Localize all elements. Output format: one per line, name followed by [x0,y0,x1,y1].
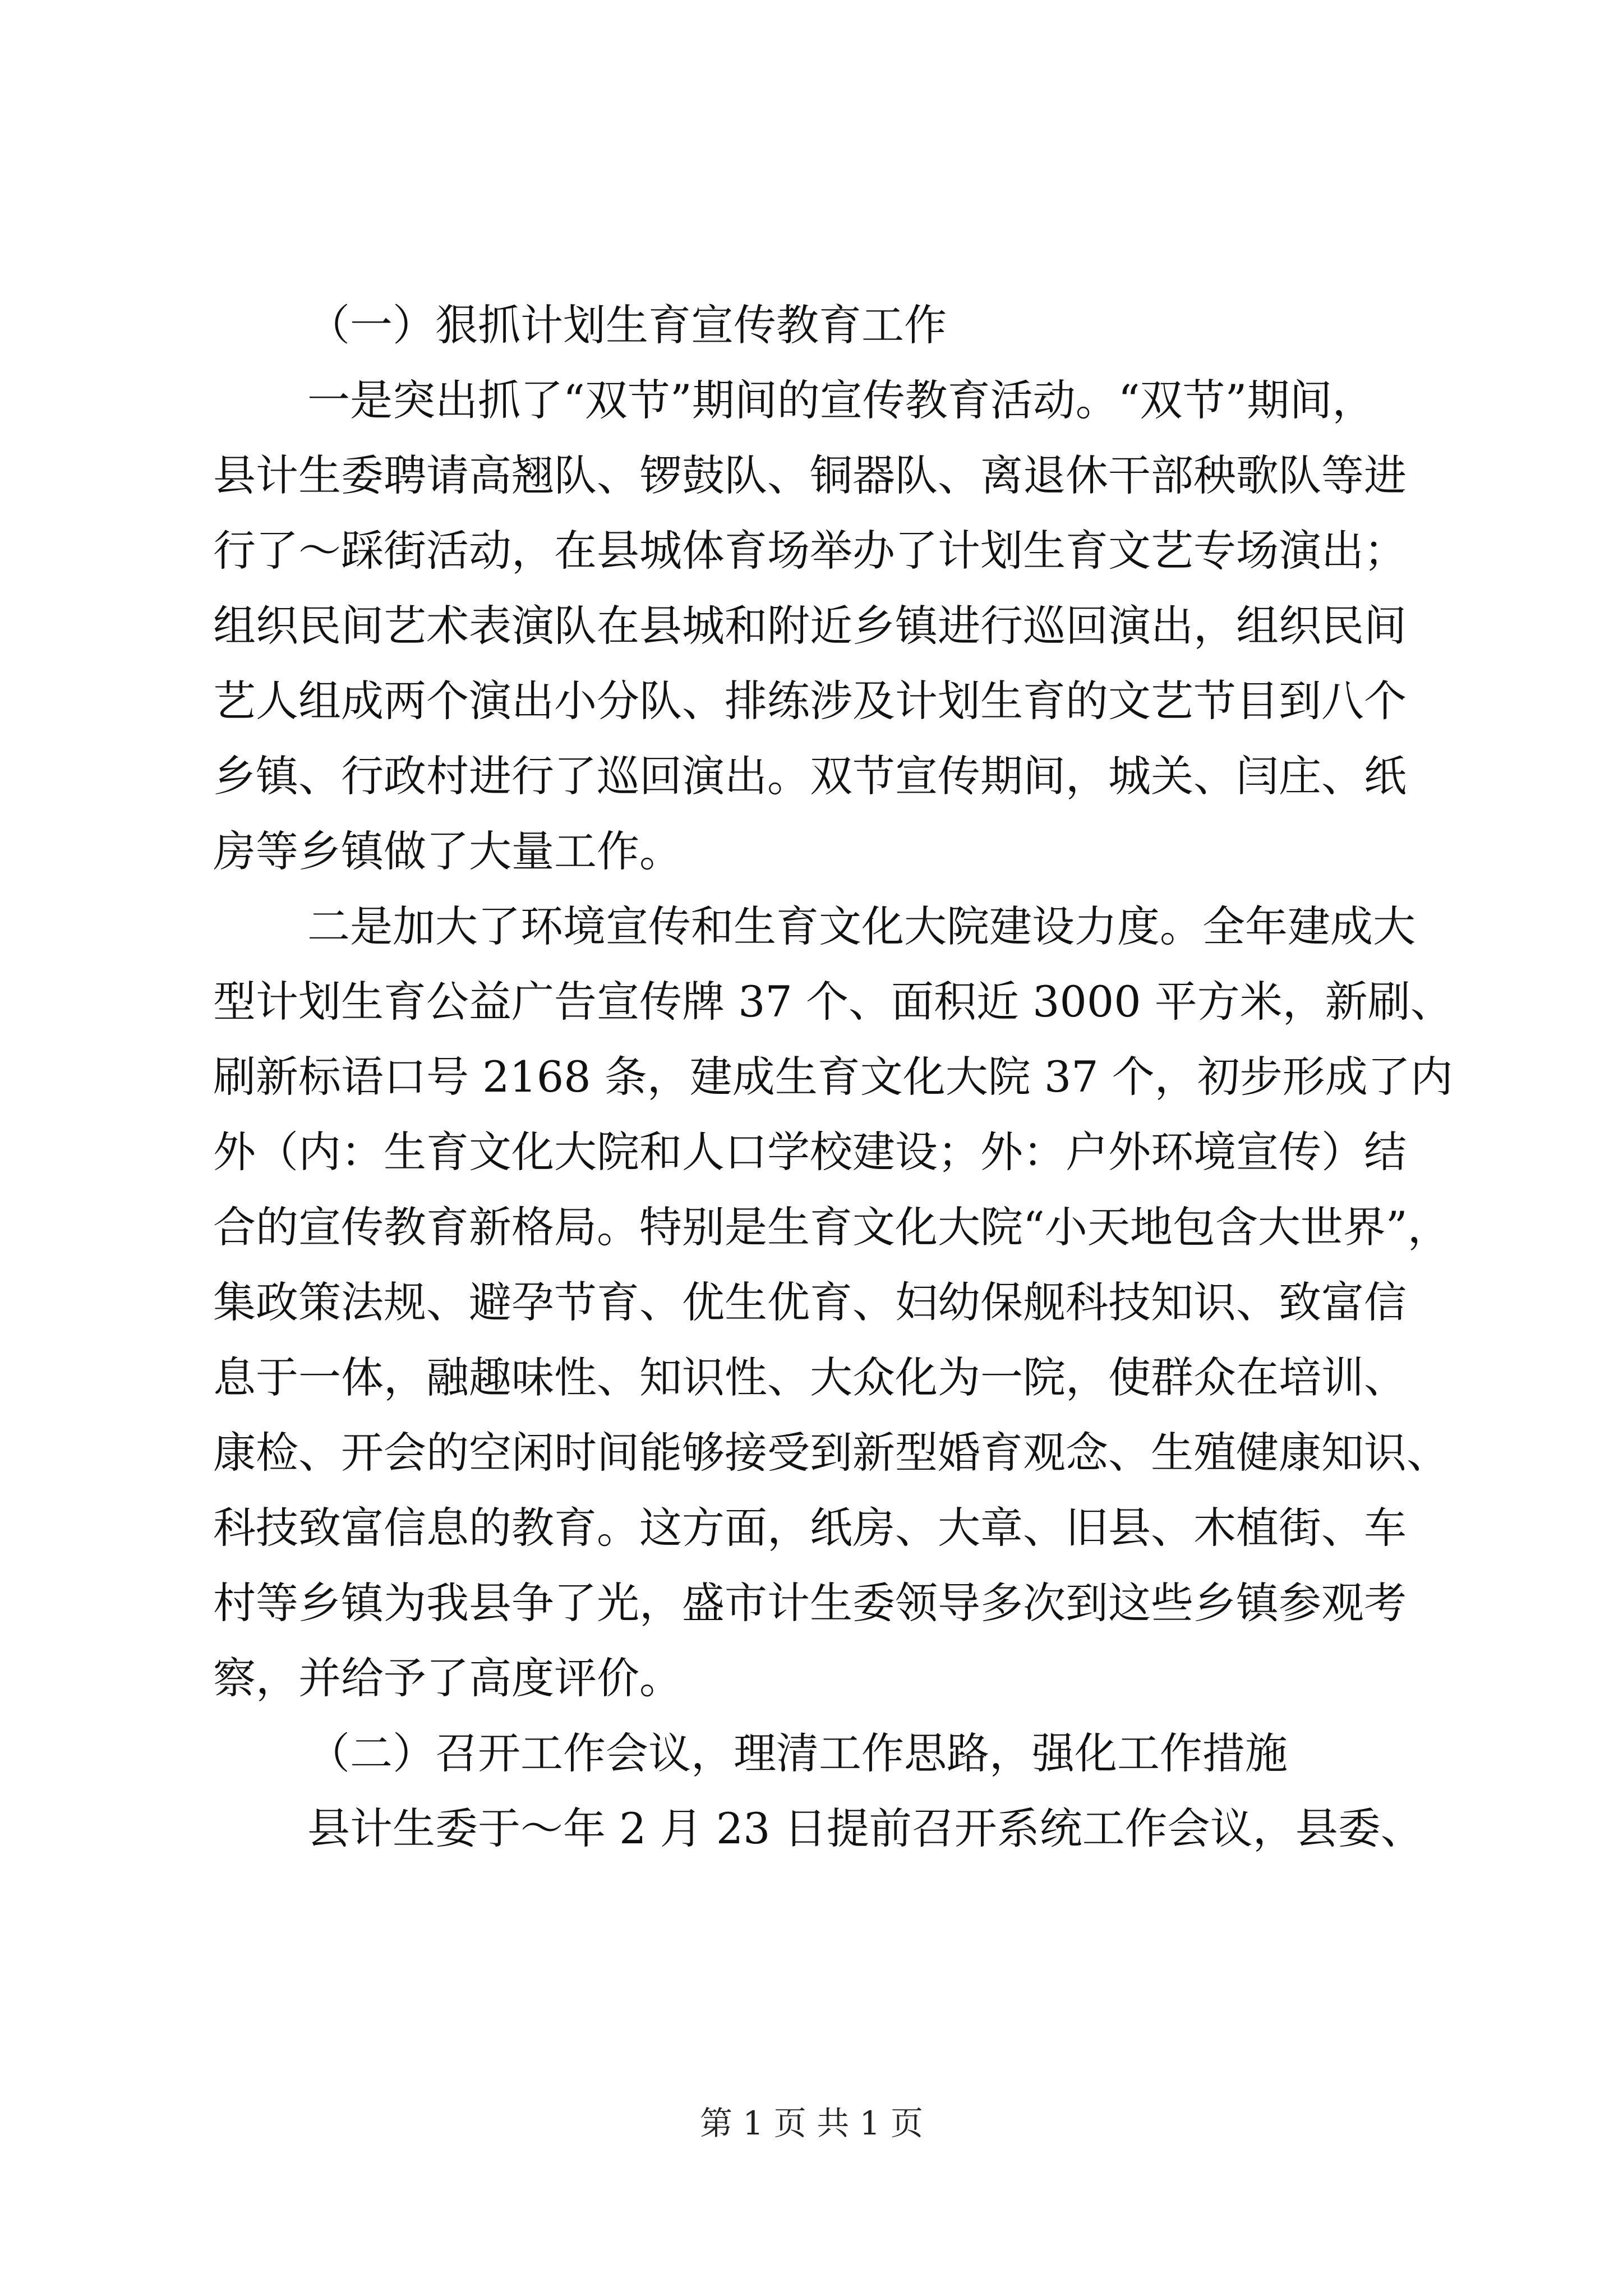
paragraph-1-line: 县计生委聘请高翘队、锣鼓队、铜器队、离退休干部秧歌队等进 [213,450,1407,500]
paragraph-1-line: 组织民间艺术表演队在县城和附近乡镇进行巡回演出，组织民间 [213,601,1407,651]
paragraph-1-line: 行了～踩街活动，在县城体育场举办了计划生育文艺专场演出； [213,526,1407,576]
paragraph-2-line: 科技致富信息的教育。这方面，纸房、大章、旧县、木植街、车 [213,1503,1407,1553]
paragraph-1-line: 一是突出抓了“双节”期间的宣传教育活动。“双节”期间， [307,375,1375,425]
paragraph-2-line: 外（内：生育文化大院和人口学校建设；外：户外环境宣传）结 [213,1127,1407,1177]
page-footer: 第 1 页 共 1 页 [700,2104,923,2142]
paragraph-2-line: 合的宣传教育新格局。特别是生育文化大院“小天地包含大世界”， [213,1202,1450,1252]
paragraph-2-line: 康检、开会的空闲时间能够接受到新型婚育观念、生殖健康知识、 [213,1428,1449,1478]
paragraph-2-line: 息于一体，融趣味性、知识性、大众化为一院，使群众在培训、 [213,1352,1407,1402]
paragraph-2-line: 二是加大了环境宣传和生育文化大院建设力度。全年建成大 [307,901,1415,951]
paragraph-1-line: 房等乡镇做了大量工作。 [213,826,682,876]
paragraph-2-line: 察，并给予了高度评价。 [213,1653,682,1703]
paragraph-2-line: 村等乡镇为我县争了光，盛市计生委领导多次到这些乡镇参观考 [213,1578,1407,1628]
paragraph-3-line: 县计生委于～年 2 月 23 日提前召开系统工作会议，县委、 [307,1803,1423,1853]
paragraph-2-line: 集政策法规、避孕节育、优生优育、妇幼保舰科技知识、致富信 [213,1277,1407,1327]
section-heading-1: （一）狠抓计划生育宣传教育工作 [307,300,947,350]
paragraph-1-line: 艺人组成两个演出小分队、排练涉及计划生育的文艺节目到八个 [213,676,1407,726]
paragraph-1-line: 乡镇、行政村进行了巡回演出。双节宣传期间，城关、闫庄、纸 [213,751,1407,801]
section-heading-2: （二）召开工作会议，理清工作思路，强化工作措施 [307,1728,1288,1778]
paragraph-2-line: 刷新标语口号 2168 条，建成生育文化大院 37 个，初步形成了内 [213,1052,1453,1102]
paragraph-2-line: 型计划生育公益广告宣传牌 37 个、面积近 3000 平方米，新刷、 [213,977,1453,1027]
